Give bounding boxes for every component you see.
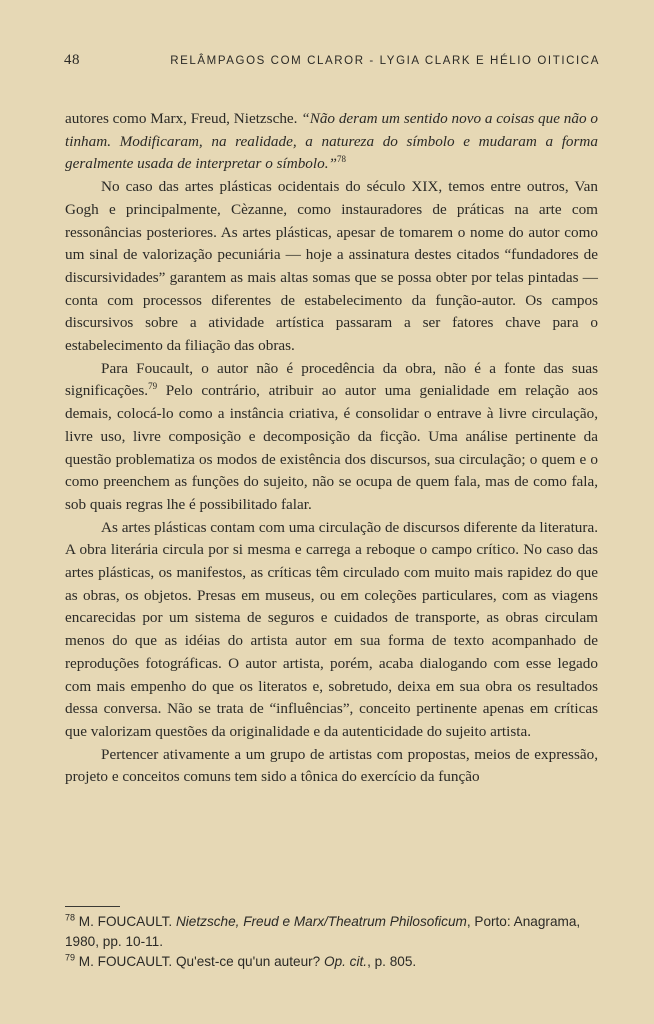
footnote-number: 79	[65, 952, 76, 963]
paragraph-5: Pertencer ativamente a um grupo de artistas com propostas, meios de expressão, projeto e conceitos comuns tem sido a tônica do exercício da função	[65, 745, 598, 786]
running-head: RELÂMPAGOS COM CLAROR - LYGIA CLARK E HÉLIO OITICICA	[170, 55, 600, 67]
paragraph-3-text-b: Pelo contrário, atribuir ao autor uma genialidade em relação aos demais, colocá-lo como a instância criativa, é consolidar o entrave à livre circulação, livre uso, livre composição e decomposição da ficção. Uma análise pertinente da questão problematiza os modos de existência dos discursos, sua circulação; o quem e o como preenchem as funções do sujeito, não se ocupa de quem fala, mas de como fala, sob quais regras lhe é possibilitado falar.	[65, 382, 598, 513]
footnote-78	[65, 912, 598, 952]
footnote-work: Qu'est-ce qu'un auteur?	[175, 954, 324, 969]
footnote-79	[65, 952, 598, 972]
paragraph-1	[65, 108, 598, 176]
footnote-ref-78: 78	[336, 154, 346, 165]
footnote-details: , Porto: Anagrama, 1980, pp. 10-11.	[65, 914, 581, 949]
footnote-details: , p. 805.	[367, 954, 417, 969]
page-number: 48	[64, 52, 80, 68]
footnote-title: Nietzsche, Freud e Marx/Theatrum Philosoficum	[175, 914, 467, 929]
paragraph-3-text-a: Para Foucault, o autor não é procedência da obra, não é a fonte das suas significações.	[65, 359, 598, 400]
footnote-title: Op. cit.	[324, 954, 368, 969]
footnote-ref-79: 79	[148, 381, 158, 392]
paragraph-2: No caso das artes plásticas ocidentais do século XIX, temos entre outros, Van Gogh e principalmente, Cèzanne, como instauradores de práticas na arte com ressonâncias posteriores. As artes plásticas, apesar de tomarem o nome do autor como um sinal de valorização pecuniária — hoje a assinatura destes citados “fundadores de discursividades” garantem as mais altas somas que se possa obter por telas pintadas — conta com processos diferentes de estabelecimento da função-autor. Os campos discursivos sobre a atividade artística passaram a ser fatores chave para o estabelecimento da filiação das obras.	[65, 178, 598, 355]
footnote-number: 78	[65, 912, 76, 923]
footnote-divider	[65, 906, 120, 907]
body-text	[65, 108, 598, 789]
paragraph-4: As artes plásticas contam com uma circulação de discursos diferente da literatura. A obra literária circula por si mesma e carrega a reboque o campo crítico. No caso das artes plásticas, os manifestos, as críticas têm circulado com muito mais rapidez do que as obras, os objetos. Presas em museus, ou em coleções particulares, com as viagens encarecidas por um sistema de seguros e cuidados de transporte, as obras circulam menos do que as idéias do artista autor em sua forma de texto acompanhado de reproduções fotográficas. O autor artista, porém, acaba dialogando com esse legado com mais empenho do que os literatos e, sobretudo, deixa em sua obra os resultados dessa conversa. Não se trata de “influências”, conceito pertinente apenas em críticas que valorizam questões da originalidade e da autenticidade do sujeito artista.	[65, 518, 598, 740]
paragraph-1-text: autores como Marx, Freud, Nietzsche.	[65, 110, 302, 127]
footnote-author: M. FOUCAULT.	[75, 954, 176, 969]
footnotes	[65, 912, 598, 972]
paragraph-3	[65, 358, 598, 517]
footnote-author: M. FOUCAULT.	[75, 914, 176, 929]
quotation: “Não deram um sentido novo a coisas que não o tinham. Modificaram, na realidade, a natureza do símbolo e mudaram a forma geralmente usada de interpretar o símbolo.”	[65, 110, 598, 173]
page-header	[64, 52, 600, 76]
